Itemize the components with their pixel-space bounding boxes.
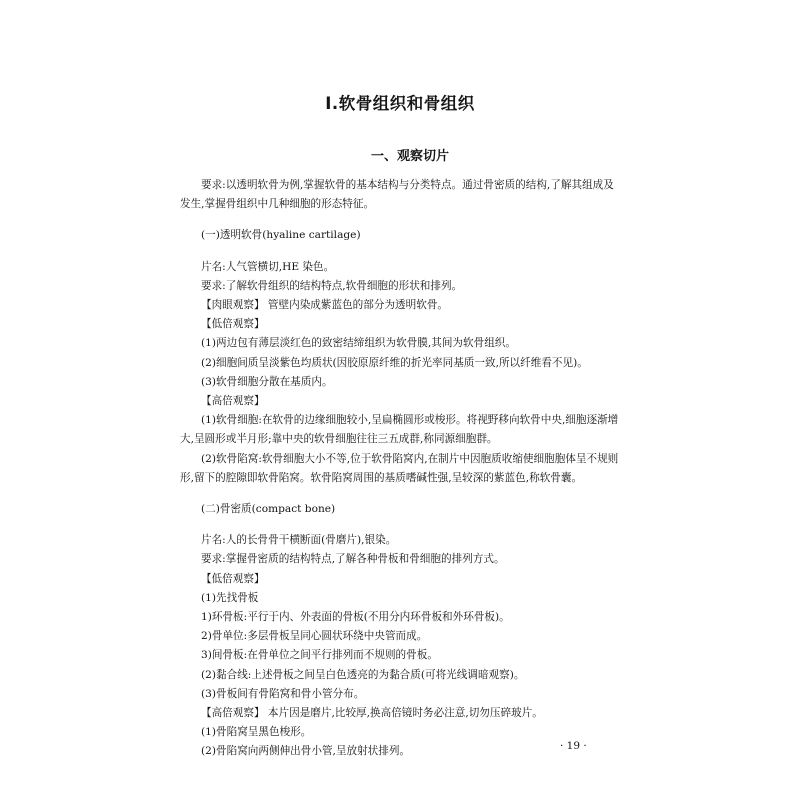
- part1-heading: (一)透明软骨(hyaline cartilage): [201, 229, 361, 242]
- part2-low-item-2: 1)环骨板:平行于内、外表面的骨板(不用分内环骨板和外环骨板)。: [201, 611, 510, 624]
- section-title: 一、观察切片: [370, 149, 449, 164]
- part1-low-item-2: (2)细胞间质呈淡紫色均质状(因胶原原纤维的折光率同基质一致,所以纤维看不见)。: [201, 356, 588, 369]
- part1-high-item-2: (2)软骨陷窝:软骨细胞大小不等,位于软骨陷窝内,在制片中因胞质收缩使细胞胞体呈不规则形,留下的腔隙即软骨陷窝。软骨陷窝周围的基质嗜碱性强,呈较深的紫蓝色,称软骨囊。: [180, 452, 619, 484]
- intro-requirement: 要求:以透明软骨为例,掌握软骨的基本结构与分类特点。通过骨密质的结构,了解其组成及发生,掌握骨组织中几种细胞的形态特征。: [180, 179, 614, 211]
- part2-low-item-3: 2)骨单位:多层骨板呈同心圆状环绕中央管而成。: [201, 630, 428, 643]
- part1-high-power-label: 【高倍观察】: [201, 395, 265, 408]
- part2-heading: (二)骨密质(compact bone): [201, 503, 336, 516]
- chapter-title: Ⅰ.软骨组织和骨组织: [325, 94, 475, 113]
- part2-high-item-1: (1)骨陷窝呈黑色梭形。: [201, 726, 312, 739]
- part2-requirement: 要求:掌握骨密质的结构特点,了解各种骨板和骨细胞的排列方式。: [201, 553, 505, 566]
- page-number: · 19 ·: [560, 740, 587, 752]
- part1-low-item-1: (1)两边包有薄层淡红色的致密结缔组织为软骨膜,其间为软骨组织。: [201, 337, 516, 350]
- part2-low-power-label: 【低倍观察】: [201, 572, 265, 585]
- part2-low-item-1: (1)先找骨板: [201, 591, 259, 604]
- document-body: [180, 176, 620, 762]
- spacer: [180, 246, 620, 258]
- part1-high-item-1: (1)软骨细胞:在软骨的边缘细胞较小,呈扁椭圆形或梭形。将视野移向软骨中央,细胞逐渐增大,呈圆形或半月形;靠中央的软骨细胞往往三五成群,称同源细胞群。: [180, 414, 619, 446]
- part1-specimen: 片名:人气管横切,HE 染色。: [201, 260, 335, 273]
- part2-low-item-5: (2)黏合线:上述骨板之间呈白色透亮的为黏合质(可将光线调暗观察)。: [201, 668, 525, 681]
- part2-high-item-2: (2)骨陷窝向两侧伸出骨小管,呈放射状排列。: [201, 745, 411, 758]
- part2-specimen: 片名:人的长骨骨干横断面(骨磨片),银染。: [201, 534, 397, 547]
- part2-high-power-note: 【高倍观察】 本片因是磨片,比较厚,换高倍镜时务必注意,切勿压碎玻片。: [201, 707, 543, 720]
- part1-low-power-label: 【低倍观察】: [201, 318, 265, 331]
- part1-requirement: 要求:了解软骨组织的结构特点,软骨细胞的形状和排列。: [201, 279, 463, 292]
- part1-gross-observation: 【肉眼观察】 管壁内染成紫蓝色的部分为透明软骨。: [201, 299, 449, 312]
- part2-low-item-4: 3)间骨板:在骨单位之间平行排列而不规则的骨板。: [201, 649, 438, 662]
- spacer: [180, 214, 620, 226]
- part2-low-item-6: (3)骨板间有骨陷窝和骨小管分布。: [201, 687, 365, 700]
- spacer: [180, 488, 620, 500]
- spacer: [180, 519, 620, 531]
- part1-low-item-3: (3)软骨细胞分散在基质内。: [201, 375, 333, 388]
